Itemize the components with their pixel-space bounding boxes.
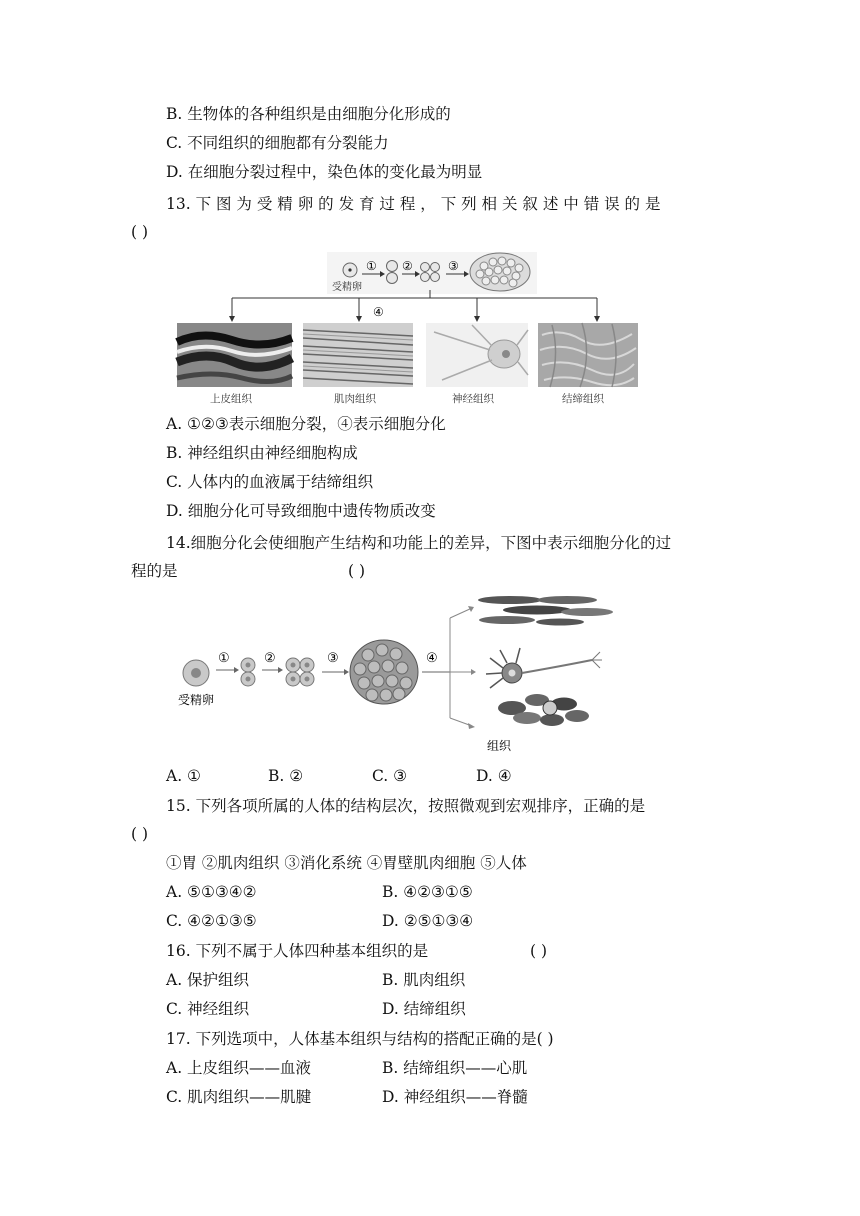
q14-step-3: ③ xyxy=(327,651,339,666)
q14-step-4: ④ xyxy=(426,651,438,666)
q13-step-4: ④ xyxy=(373,305,384,319)
q16-stem: 16. 下列不属于人体四种基本组织的是 xyxy=(166,942,429,960)
q16-answer-paren: ( ) xyxy=(530,942,548,960)
q12-option-b: B. 生物体的各种组织是由细胞分化形成的 xyxy=(166,105,451,123)
q15-stem-line1: 15. 下列各项所属的人体的结构层次，按照微观到宏观排序，正确的是 xyxy=(166,797,646,815)
q15-items: ①胃 ②肌肉组织 ③消化系统 ④胃壁肌肉细胞 ⑤人体 xyxy=(166,854,527,872)
q14-stem-line1: 14.细胞分化会使细胞产生结构和功能上的差异，下图中表示细胞分化的过 xyxy=(166,534,672,552)
q12-option-c: C. 不同组织的细胞都有分裂能力 xyxy=(166,134,389,152)
q12-option-d: D. 在细胞分裂过程中，染色体的变化最为明显 xyxy=(166,163,483,181)
q13-figure xyxy=(172,250,642,408)
q14-option-d: D. ④ xyxy=(476,767,512,785)
q14-blood-cells xyxy=(498,694,589,726)
q13-tissue-label-epithelial: 上皮组织 xyxy=(210,393,252,405)
q13-stem-line1: 13. 下 图 为 受 精 卵 的 发 育 过 程 ， 下 列 相 关 叙 述 中 错 误 的 是 xyxy=(166,195,661,213)
q13-tissue-label-nerve: 神经组织 xyxy=(452,393,494,405)
q14-step-2: ② xyxy=(264,651,276,666)
q16-option-a: A. 保护组织 xyxy=(166,971,250,989)
q13-egg-label: 受精卵 xyxy=(332,282,362,293)
q14-step-1: ① xyxy=(218,651,230,666)
q14-stem-line2: 程的是 xyxy=(131,562,178,580)
q13-stem-line2: ( ) xyxy=(131,223,149,241)
q13-tissue-label-connective: 结缔组织 xyxy=(562,393,604,405)
q14-cell-mass xyxy=(350,640,418,704)
q15-option-b: B. ④②③①⑤ xyxy=(382,883,473,901)
q13-option-b: B. 神经组织由神经细胞构成 xyxy=(166,444,358,462)
q13-tissue-label-muscle: 肌肉组织 xyxy=(334,393,376,405)
q16-option-c: C. 神经组织 xyxy=(166,1000,250,1018)
q14-muscle-cells xyxy=(478,596,613,626)
q14-tissue-label: 组织 xyxy=(487,739,512,753)
q15-option-c: C. ④②①③⑤ xyxy=(166,912,257,930)
q13-step-1: ① xyxy=(366,259,377,273)
q13-option-a: A. ①②③表示细胞分裂，④表示细胞分化 xyxy=(166,415,446,433)
q13-cell-mass xyxy=(470,253,530,291)
q13-epithelial-image xyxy=(177,323,292,387)
q14-option-a: A. ① xyxy=(166,767,201,785)
q14-answer-paren: ( ) xyxy=(348,562,366,580)
q17-option-c: C. 肌肉组织——肌腱 xyxy=(166,1088,312,1106)
q15-option-d: D. ②⑤①③④ xyxy=(382,912,474,930)
q13-connective-image xyxy=(538,323,638,387)
q15-option-a: A. ⑤①③④② xyxy=(166,883,257,901)
q13-step-2: ② xyxy=(402,259,413,273)
q17-option-d: D. 神经组织——脊髓 xyxy=(382,1088,528,1106)
q13-option-d: D. 细胞分化可导致细胞中遗传物质改变 xyxy=(166,502,436,520)
q13-muscle-image xyxy=(303,323,413,387)
q14-egg-label: 受精卵 xyxy=(178,693,215,707)
q14-figure xyxy=(172,590,622,758)
q15-stem-line2: ( ) xyxy=(131,825,149,843)
q16-option-b: B. 肌肉组织 xyxy=(382,971,466,989)
q17-stem: 17. 下列选项中，人体基本组织与结构的搭配正确的是( ) xyxy=(166,1030,554,1048)
q13-step-3: ③ xyxy=(448,259,459,273)
q14-option-c: C. ③ xyxy=(372,767,408,785)
q16-option-d: D. 结缔组织 xyxy=(382,1000,466,1018)
q13-option-c: C. 人体内的血液属于结缔组织 xyxy=(166,473,374,491)
q13-nerve-image xyxy=(426,323,528,387)
q17-option-b: B. 结缔组织——心肌 xyxy=(382,1059,528,1077)
q14-option-b: B. ② xyxy=(268,767,304,785)
q17-option-a: A. 上皮组织——血液 xyxy=(166,1059,312,1077)
q14-nerve-cell xyxy=(486,648,602,688)
